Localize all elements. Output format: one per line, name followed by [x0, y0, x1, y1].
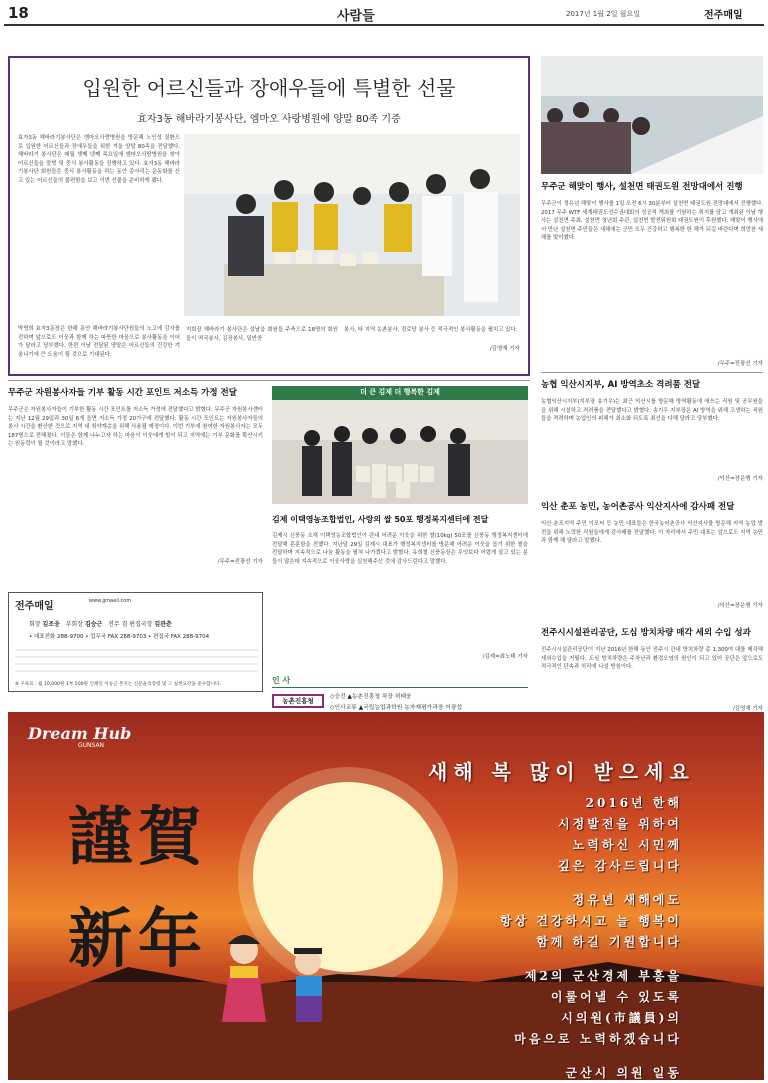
right-mid2-byline: /익산=장운행 기자	[717, 603, 763, 609]
ad-line-7: 함께 하길 기원합니다	[536, 935, 682, 949]
editor-name: 김관춘	[154, 621, 172, 628]
publication-name: 전주매일	[704, 10, 743, 21]
issue-date: 2017년 1월 2일 월요일	[566, 10, 640, 18]
right-mid2-headline: 익산 춘포 농민, 농어촌공사 익산지사에 감사패 전달	[541, 502, 735, 512]
right-top-headline: 무주군 해맞이 행사, 설천면 태권도원 전망대에서 진행	[541, 182, 743, 192]
section-title: 사람들	[337, 9, 375, 24]
personnel-org: 농촌진흥청	[272, 694, 324, 708]
ad-hanja-1: 謹賀	[68, 800, 208, 875]
left-mid-body: 무주군은 자원봉사자들이 기부한 활동 시간 포인트를 저소득 가정에 전달했다고 밝혔다. 무주군 자원봉사센터는 지난 12월 29일과 30일 6개 읍면 저소득 가정 20가구에 전달했다. 활동 시간 포인트는 자원봉사자들의 봉사 시간을 환산한 것으로 지역 내 취약계층을 위해 사용될 예정이다. 이번 기부에 참여한 자원봉사자는 모두 187명으로 전해졌다. 이들은 함께 나누고자 하는 마음이 이웃에게 힘이 되고 지역에는 기부 문화를 확산시키는 원동력이 될 것이라고 말했다.	[8, 407, 263, 448]
ad-line-10: 시의원(市議員)의	[561, 1011, 682, 1025]
right-mid-byline: /익산=장운행 기자	[717, 476, 763, 482]
personnel-line1: ◇승진 ▲농촌진흥청 차장 허태웅	[330, 694, 412, 700]
right-bottom-byline: /김영재 기자	[732, 706, 763, 712]
ad-line-9: 이룰어낼 수 있도록	[550, 990, 682, 1004]
ad-line-2: 시정발전을 위하여	[558, 817, 682, 831]
masthead-box	[8, 592, 263, 692]
main-article-col1: 효자3동 해바라기봉사단은 엠마오사랑병원을 방문해 노인성 질환으로 입원한 어르신들과 장애우들을 위한 겨울 양말 80족을 전달했다. 해바라기 봉사단은 매월 셋째 넷째 목요일에 엠마오사랑병원을 찾아 어르신들을 말벗 및 중식 봉사활동을 진행하고 있다. 효자3동 해바라기봉사단 회원들은 중식 봉사활동을 하는 동안 종아리는 운동화를 신고 있는 어르신들의 불편함을 보고 이번 선물을 준비하게 됐다.	[18, 135, 180, 184]
mid-col-headline: 김제 이택영농조합법인, 사랑의 쌀 50포 행정복지센터에 전달	[272, 515, 489, 524]
ad-line-1: 2016년 한해	[585, 796, 682, 810]
ad-message	[428, 794, 682, 1080]
ad-headline: 새해 복 많이 받으세요	[428, 760, 695, 784]
masthead-note: ※ 구독료 : 월 10,000원 1부 500원 인쇄인 이승근 본지는 신문윤리강령 및 그 실천요강을 준수합니다.	[15, 682, 221, 687]
main-article-photo	[184, 134, 520, 316]
ad-line-4: 깊은 감사드립니다	[558, 859, 682, 873]
right-top-body: 무주군이 정유년 해맞이 행사를 1일 오전 6시 30분부터 설천면 태권도원 전망대에서 진행했다. 2017 무주 WTF 세계태권도선수권대회의 성공적 개최를 기원하는 취지를 담고 개최된 이날 행사는 설천면 주최, 설천면 청년회 주관, 설천면 발전위원회 태권도원이 후원했다. 해맞이 행사에서 만난 설천면 주민들은 새해에는 군민 모두 건강하고 행복한 한 해가 되길 바란다며 희망찬 새해를 맞이했다.	[541, 201, 763, 242]
main-article-subtitle: 효자3동 해바라기봉사단, 엠마오 사랑병원에 양말 80족 기증	[137, 114, 401, 125]
main-article-col2: 박명희 효자3동장은 한해 동안 해바라기봉사단원들의 노고에 감사를 전하며 앞으로도 이웃과 함께 하는 따뜻한 마음으로 봉사활동을 이어가 달라고 당부했다. 한편 이날 전달된 양말은 어르신들의 건강한 겨울나기에 큰 도움이 될 것으로 기대된다.	[18, 326, 180, 358]
personnel-line2: ◇인사교류 ▲국립농업과학원 농자재평가과장 이광섭	[330, 705, 463, 711]
page-number: 18	[8, 4, 29, 22]
ad-line-5: 정유년 새해에도	[572, 893, 682, 907]
vice-name: 김승근	[84, 621, 103, 628]
ad-line-3: 노력하신 시민께	[572, 838, 682, 852]
main-photo-caption-1: 지회장 해바라기 봉사단은 설날을 회원들 주축으로 18명의 회원들이 떡국봉사, 김장봉사, 밑반찬	[186, 327, 338, 342]
masthead-ceo-row	[29, 619, 172, 628]
left-mid-headline: 무주군 자원봉사자들 기부 활동 시간 포인트 저소득 가정 전달	[8, 388, 237, 398]
branch-phone-grid	[15, 643, 258, 677]
ad-line-11: 마음으로 노력하겠습니다	[514, 1032, 682, 1046]
right-bottom-headline: 전주시시설관리공단, 도심 방치차량 매각 세외 수입 성과	[541, 628, 751, 638]
ad-line-8: 제2의 군산경제 부흥을	[524, 969, 682, 983]
section-divider	[8, 380, 530, 381]
ad-hanja-2: 新年	[68, 902, 208, 977]
right-mid-headline: 농협 익산시지부, AI 방역초소 격려품 전달	[541, 380, 701, 390]
mid-col-byline: /김제=최노태 기자	[482, 654, 528, 660]
left-mid-byline: /무주=전광선 기자	[217, 559, 263, 565]
ad-line-12: 군산시 의원 일동	[565, 1066, 682, 1080]
mid-col-body: 김제시 신풍동 소재 이택영농조합법인이 관내 어려운 이웃을 위한 쌀(10kg) 50포를 신풍동 행정복지센터에 전달해 훈훈함을 전했다. 지난달 29일 김제시 대표가 행정복지센터를 방문해 어려운 이웃을 돕기 위한 쌀을 전달하며 지속적으로 나눔 활동을 펼쳐 나가겠다고 밝혔다. 유희철 신풍동장은 무엇보다 어렵게 살고 있는 분들이 많은데 지속적으로 이웃사랑을 실천해주신 것에 감사드린다고 말했다.	[272, 533, 528, 565]
right-mid2-body: 익산 춘포지역 주민 이모씨 등 농민 대표들은 한국농어촌공사 익산지사를 방문해 지역 농업 발전을 위해 노력한 직원들에게 감사패를 전달했다. 이 자리에서 주민 대표는 앞으로도 지역 농민과 함께 해 달라고 말했다.	[541, 521, 763, 545]
volunteers-photo	[184, 134, 520, 316]
ceo-label: 회장	[29, 621, 41, 628]
masthead-phones: • 대표전화 288-9700 • 업무국 FAX 288-9703 • 편집국 FAX 288-9704	[29, 634, 210, 640]
ad-line-6: 항상 건강하시고 늘 행복이	[499, 914, 682, 928]
new-year-ad	[8, 712, 764, 1080]
right-bottom-body: 전주시시설관리공단이 지난 2016년 한해 동안 전주시 관내 방치차량 총 1,300여 대를 매각해 세외수입을 거뒀다. 도심 방치차량은 주차난과 환경오염의 원인이 되고 있어 공단은 앞으로도 적극적인 단속과 처리에 나설 방침이다.	[541, 647, 763, 671]
header-rule	[4, 24, 764, 26]
personnel-title: 인 사	[272, 676, 291, 685]
right-divider	[541, 372, 763, 373]
main-byline: /김영재 기자	[489, 346, 520, 352]
ceo-name: 김조웅	[42, 621, 60, 628]
right-mid-body: 농협익산시지부(지부장 송기우)는 최근 익산시를 방문해 방역활동에 애쓰는 직원 및 공무원들을 위해 시설하고 격려품을 전달했다고 밝혔다. 송기우 지부장은 AI 방역을 위해 고생하는 직원들을 격려하며 농업인의 피해가 최소화 되도록 최선을 다해 달라고 당부했다.	[541, 399, 763, 423]
vice-label: 부회장	[65, 621, 84, 628]
photo-banner-text: 더 큰 김제 더 행복한 김제	[360, 388, 440, 396]
sunrise-event-photo	[541, 56, 763, 174]
main-article-title: 입원한 어르신들과 장애우들에 특별한 선물	[82, 76, 456, 100]
editor-label: 전무 겸 편집국장	[108, 621, 153, 628]
personnel-rule	[272, 687, 528, 688]
main-photo-caption-2: 봉사, 타 지역 농촌봉사, 경로당 봉사 등 적극적인 봉사활동을 펼치고 있다.	[344, 327, 518, 333]
masthead-web: www.jjmaeil.com	[89, 598, 132, 604]
ad-brand: Dream Hub	[28, 724, 132, 743]
ad-brand-sub: GUNSAN	[78, 742, 105, 749]
masthead-name: 전주매일	[15, 601, 54, 612]
rice-donation-photo	[272, 386, 528, 504]
right-top-byline: /무주=전광선 기자	[717, 361, 763, 367]
